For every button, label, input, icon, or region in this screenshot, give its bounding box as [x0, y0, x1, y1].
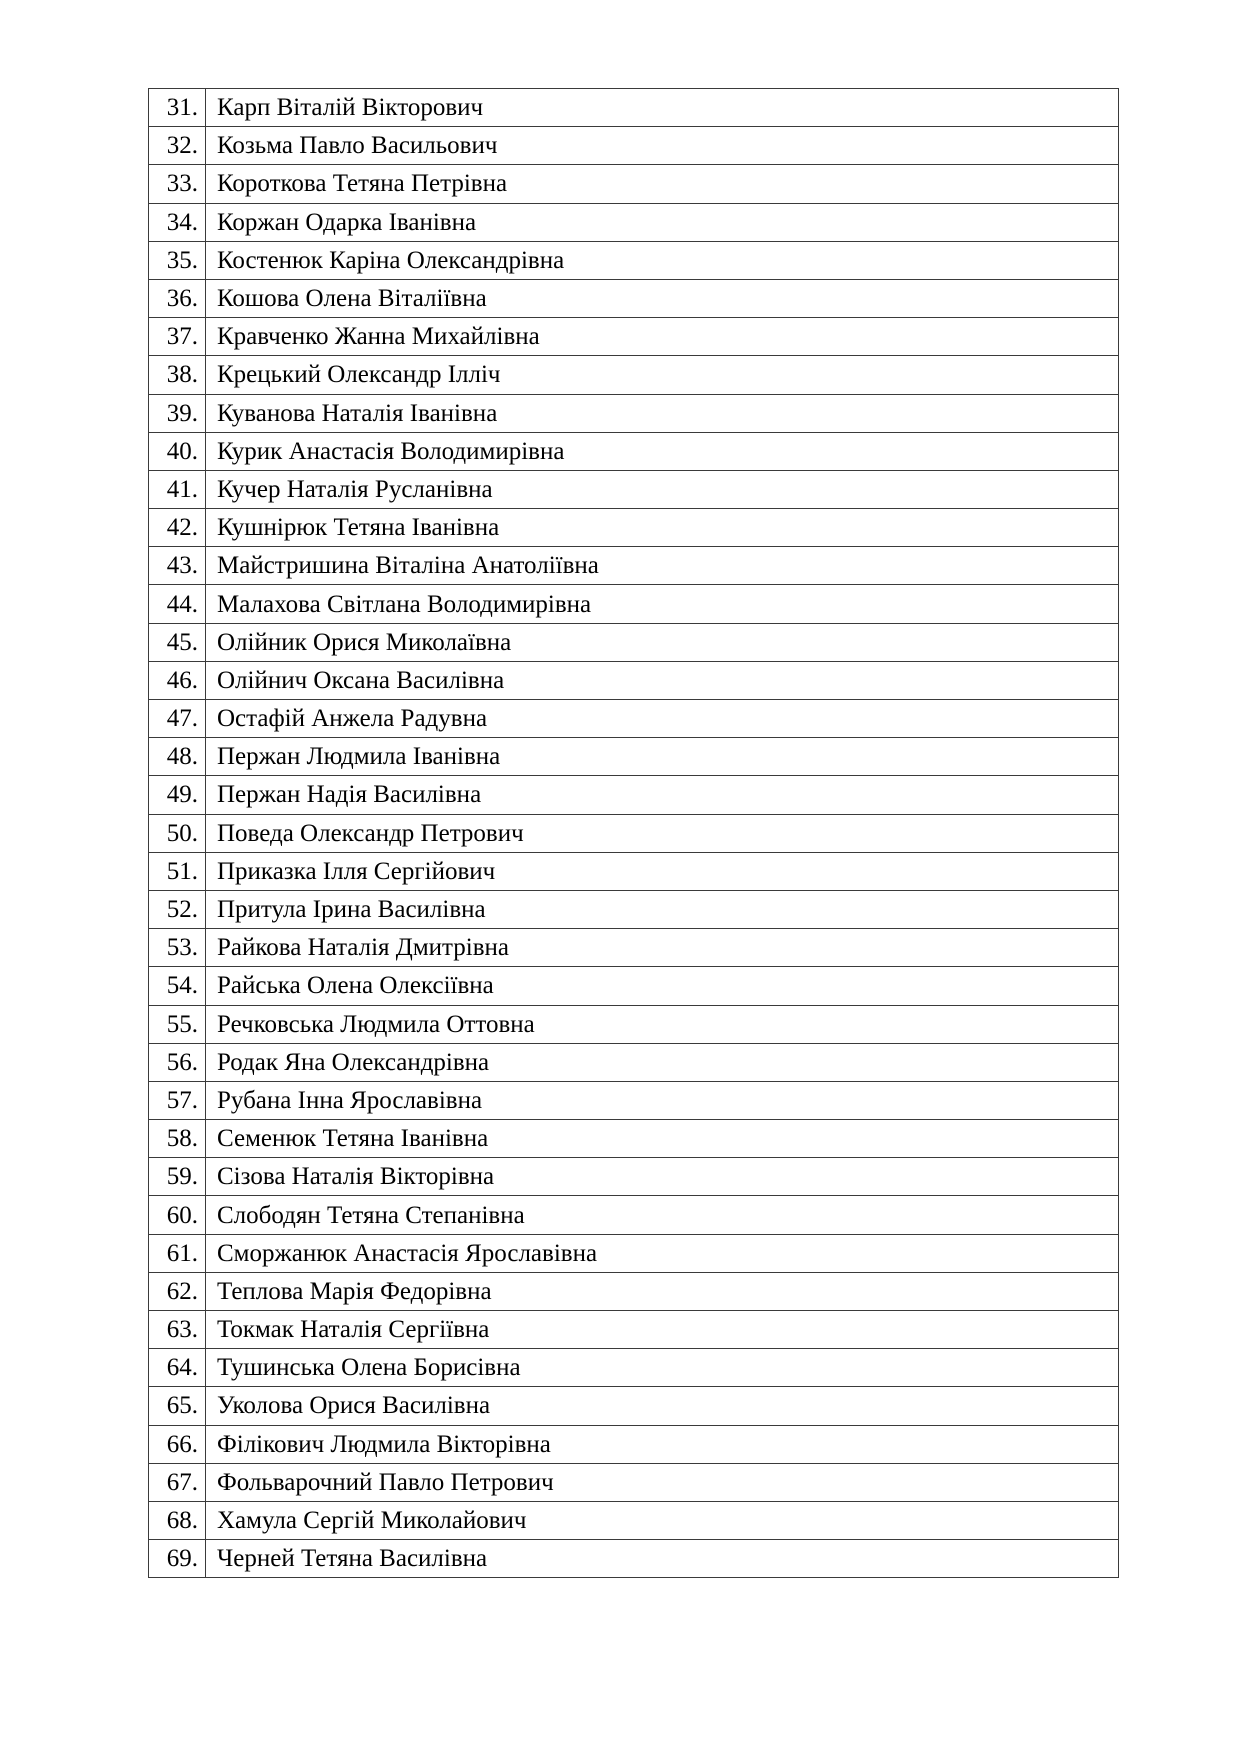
person-name: Речковська Людмила Оттовна: [206, 1005, 1119, 1043]
row-number: 34.: [149, 203, 206, 241]
row-number: 67.: [149, 1463, 206, 1501]
person-name: Райкова Наталія Дмитрівна: [206, 929, 1119, 967]
table-row: [149, 1349, 1119, 1387]
person-name: Остафій Анжела Радувна: [206, 700, 1119, 738]
row-number: 31.: [149, 89, 206, 127]
person-name: Сізова Наталія Вікторівна: [206, 1158, 1119, 1196]
table-row: [149, 700, 1119, 738]
row-number: 38.: [149, 356, 206, 394]
person-name: Уколова Орися Василівна: [206, 1387, 1119, 1425]
row-number: 48.: [149, 738, 206, 776]
table-row: [149, 241, 1119, 279]
person-name: Олійник Орися Миколаївна: [206, 623, 1119, 661]
person-name: Філікович Людмила Вікторівна: [206, 1425, 1119, 1463]
row-number: 58.: [149, 1120, 206, 1158]
row-number: 35.: [149, 241, 206, 279]
row-number: 65.: [149, 1387, 206, 1425]
row-number: 40.: [149, 432, 206, 470]
row-number: 69.: [149, 1540, 206, 1578]
person-name: Черней Тетяна Василівна: [206, 1540, 1119, 1578]
table-row: [149, 738, 1119, 776]
table-row: [149, 929, 1119, 967]
table-row: [149, 1540, 1119, 1578]
row-number: 61.: [149, 1234, 206, 1272]
table-row: [149, 1272, 1119, 1310]
person-name: Кошова Олена Віталіївна: [206, 279, 1119, 317]
table-row: [149, 814, 1119, 852]
person-name: Фольварочний Павло Петрович: [206, 1463, 1119, 1501]
row-number: 39.: [149, 394, 206, 432]
row-number: 47.: [149, 700, 206, 738]
table-row: [149, 356, 1119, 394]
row-number: 42.: [149, 509, 206, 547]
person-name: Слободян Тетяна Степанівна: [206, 1196, 1119, 1234]
table-row: [149, 890, 1119, 928]
row-number: 53.: [149, 929, 206, 967]
row-number: 43.: [149, 547, 206, 585]
person-name: Кушнірюк Тетяна Іванівна: [206, 509, 1119, 547]
person-name: Токмак Наталія Сергіївна: [206, 1311, 1119, 1349]
person-name: Кравченко Жанна Михайлівна: [206, 318, 1119, 356]
table-row: [149, 165, 1119, 203]
row-number: 59.: [149, 1158, 206, 1196]
person-name: Карп Віталій Вікторович: [206, 89, 1119, 127]
row-number: 46.: [149, 661, 206, 699]
row-number: 56.: [149, 1043, 206, 1081]
table-row: [149, 1043, 1119, 1081]
table-row: [149, 1387, 1119, 1425]
person-name: Хамула Сергій Миколайович: [206, 1501, 1119, 1539]
table-row: [149, 279, 1119, 317]
person-name: Притула Ірина Василівна: [206, 890, 1119, 928]
row-number: 45.: [149, 623, 206, 661]
table-row: [149, 127, 1119, 165]
row-number: 64.: [149, 1349, 206, 1387]
person-name: Пержан Людмила Іванівна: [206, 738, 1119, 776]
table-row: [149, 1005, 1119, 1043]
table-row: [149, 89, 1119, 127]
table-row: [149, 776, 1119, 814]
table-row: [149, 661, 1119, 699]
row-number: 62.: [149, 1272, 206, 1310]
table-row: [149, 852, 1119, 890]
row-number: 66.: [149, 1425, 206, 1463]
person-name: Теплова Марія Федорівна: [206, 1272, 1119, 1310]
row-number: 60.: [149, 1196, 206, 1234]
row-number: 68.: [149, 1501, 206, 1539]
row-number: 33.: [149, 165, 206, 203]
table-row: [149, 394, 1119, 432]
table-row: [149, 1196, 1119, 1234]
person-name: Козьма Павло Васильович: [206, 127, 1119, 165]
person-name: Малахова Світлана Володимирівна: [206, 585, 1119, 623]
person-name: Короткова Тетяна Петрівна: [206, 165, 1119, 203]
row-number: 54.: [149, 967, 206, 1005]
table-row: [149, 1120, 1119, 1158]
person-name: Олійнич Оксана Василівна: [206, 661, 1119, 699]
row-number: 49.: [149, 776, 206, 814]
table-row: [149, 1158, 1119, 1196]
table-row: [149, 967, 1119, 1005]
table-row: [149, 1463, 1119, 1501]
table-row: [149, 1501, 1119, 1539]
row-number: 32.: [149, 127, 206, 165]
row-number: 57.: [149, 1081, 206, 1119]
table-row: [149, 1234, 1119, 1272]
person-name: Куванова Наталія Іванівна: [206, 394, 1119, 432]
table-row: [149, 1311, 1119, 1349]
person-name: Рубана Інна Ярославівна: [206, 1081, 1119, 1119]
row-number: 36.: [149, 279, 206, 317]
table-row: [149, 1425, 1119, 1463]
person-name: Поведа Олександр Петрович: [206, 814, 1119, 852]
person-name: Приказка Ілля Сергійович: [206, 852, 1119, 890]
table-row: [149, 547, 1119, 585]
table-row: [149, 432, 1119, 470]
person-name: Коржан Одарка Іванівна: [206, 203, 1119, 241]
table-row: [149, 623, 1119, 661]
person-name: Кучер Наталія Русланівна: [206, 470, 1119, 508]
person-name: Майстришина Віталіна Анатоліївна: [206, 547, 1119, 585]
person-name: Курик Анастасія Володимирівна: [206, 432, 1119, 470]
row-number: 37.: [149, 318, 206, 356]
table-row: [149, 470, 1119, 508]
person-name: Пержан Надія Василівна: [206, 776, 1119, 814]
person-name: Родак Яна Олександрівна: [206, 1043, 1119, 1081]
row-number: 41.: [149, 470, 206, 508]
person-name: Крецький Олександр Ілліч: [206, 356, 1119, 394]
row-number: 51.: [149, 852, 206, 890]
row-number: 63.: [149, 1311, 206, 1349]
person-name: Семенюк Тетяна Іванівна: [206, 1120, 1119, 1158]
person-name: Тушинська Олена Борисівна: [206, 1349, 1119, 1387]
table-row: [149, 1081, 1119, 1119]
row-number: 50.: [149, 814, 206, 852]
person-name: Райська Олена Олексіївна: [206, 967, 1119, 1005]
table-row: [149, 509, 1119, 547]
person-name: Костенюк Каріна Олександрівна: [206, 241, 1119, 279]
person-name: Сморжанюк Анастасія Ярославівна: [206, 1234, 1119, 1272]
table-row: [149, 203, 1119, 241]
name-list-table: [148, 88, 1119, 1578]
table-row: [149, 585, 1119, 623]
row-number: 44.: [149, 585, 206, 623]
row-number: 55.: [149, 1005, 206, 1043]
row-number: 52.: [149, 890, 206, 928]
name-list-body: [149, 89, 1119, 1578]
table-row: [149, 318, 1119, 356]
